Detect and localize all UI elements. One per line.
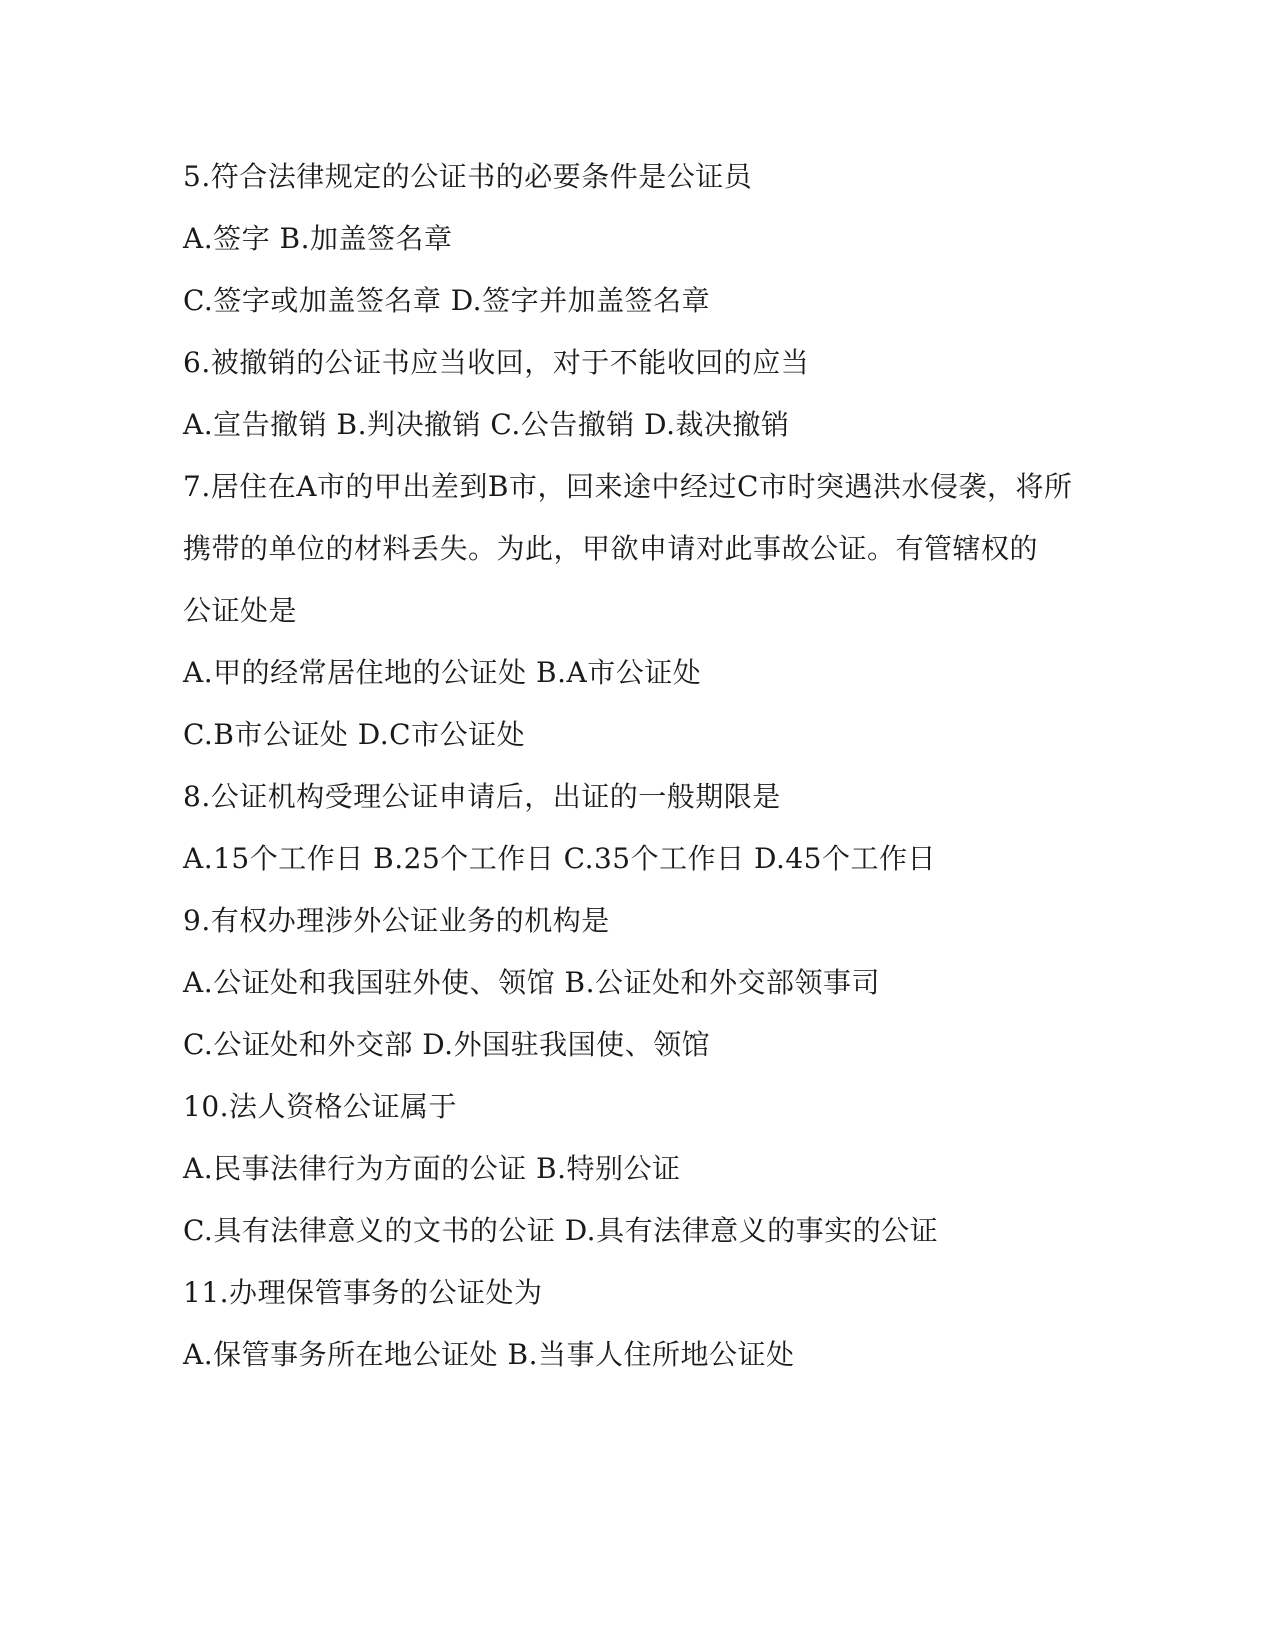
question-10-options-ab: A.民事法律行为方面的公证 B.特别公证 bbox=[183, 1152, 681, 1185]
question-8-options: A.15个工作日 B.25个工作日 C.35个工作日 D.45个工作日 bbox=[183, 842, 936, 875]
question-6-stem: 6.被撤销的公证书应当收回，对于不能收回的应当 bbox=[183, 346, 810, 379]
question-text-block bbox=[183, 160, 1103, 1400]
question-8-stem: 8.公证机构受理公证申请后，出证的一般期限是 bbox=[183, 780, 781, 813]
question-5-options-cd: C.签字或加盖签名章 D.签字并加盖签名章 bbox=[183, 284, 711, 317]
question-7-options-cd: C.B市公证处 D.C市公证处 bbox=[183, 718, 526, 751]
question-10-options-cd: C.具有法律意义的文书的公证 D.具有法律意义的事实的公证 bbox=[183, 1214, 939, 1247]
question-6-options: A.宣告撤销 B.判决撤销 C.公告撤销 D.裁决撤销 bbox=[183, 408, 790, 441]
question-9-stem: 9.有权办理涉外公证业务的机构是 bbox=[183, 904, 610, 937]
question-5-options-ab: A.签字 B.加盖签名章 bbox=[183, 222, 453, 255]
question-11-stem: 11.办理保管事务的公证处为 bbox=[183, 1276, 543, 1309]
question-7-stem-line-1: 7.居住在A市的甲出差到B市，回来途中经过C市时突遇洪水侵袭，将所 bbox=[183, 470, 1073, 503]
question-9-options-ab: A.公证处和我国驻外使、领馆 B.公证处和外交部领事司 bbox=[183, 966, 881, 999]
question-9-options-cd: C.公证处和外交部 D.外国驻我国使、领馆 bbox=[183, 1028, 711, 1061]
question-7-stem-line-3: 公证处是 bbox=[183, 594, 298, 627]
question-5-stem: 5.符合法律规定的公证书的必要条件是公证员 bbox=[183, 160, 753, 193]
question-7-stem-line-2: 携带的单位的材料丢失。为此，甲欲申请对此事故公证。有管辖权的 bbox=[183, 532, 1039, 565]
question-7-options-ab: A.甲的经常居住地的公证处 B.A市公证处 bbox=[183, 656, 702, 689]
question-10-stem: 10.法人资格公证属于 bbox=[183, 1090, 458, 1123]
question-11-options-ab: A.保管事务所在地公证处 B.当事人住所地公证处 bbox=[183, 1338, 795, 1371]
